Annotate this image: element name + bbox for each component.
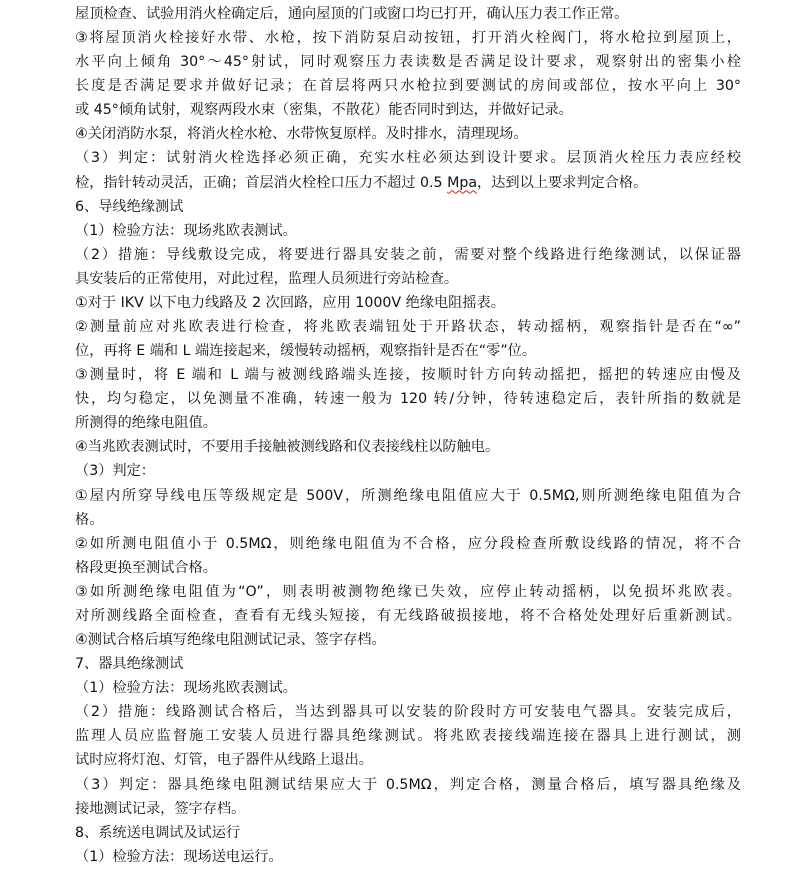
text-line: 快，均匀稳定，以免测量不准确，转速一般为 120 转/分钟，待转速稳定后，表针所指的数就是 [75,391,741,408]
text-line: ④测试合格后填写绝缘电阻测试记录、签字存档。 [75,632,386,649]
text-line: ②测量前应对兆欧表进行检查，将兆欧表端钮处于开路状态，转动摇柄，观察指针是否在“∞” [75,319,741,336]
spellcheck-underlined-word[interactable]: Mpa [447,174,478,191]
text-line [75,171,741,195]
section-heading: 8、系统送电调试及试运行 [75,824,241,841]
text-line: （1）检验方法：现场送电运行。 [75,848,283,865]
text-line: 具安装后的正常使用，对此过程，监理人员须进行旁站检查。 [75,270,459,287]
section-heading: 7、器具绝缘测试 [75,656,184,673]
text-line: ①对于 IKV 以下电力线路及 2 次回路，应用 1000V 绝缘电阻摇表。 [75,294,505,311]
text-line: 水平向上倾角 30°～45°射试，同时观察压力表读数是否满足设计要求，观察射出的密集小栓 [75,54,741,71]
section-heading: 6、导线绝缘测试 [75,198,184,215]
text-line: 接地测试记录，签字存档。 [75,800,246,817]
text-line: （3）判定：器具绝缘电阻测试结果应大于 0.5MΩ，判定合格，测量合格后，填写器具绝缘及 [75,776,741,793]
text-line: 屋顶检查、试验用消火栓确定后，通向屋顶的门或窗口均已打开，确认压力表工作正常。 [75,6,629,22]
text-line: ④当兆欧表测试时，不要用手接触被测线路和仪表接线柱以防触电。 [75,439,500,456]
text-line: ④关闭消防水泵，将消火栓水枪、水带恢复原样。及时排水，清理现场。 [75,126,528,143]
text-line: 对所测线路全面检查，查看有无线头短接，有无线路破损接地，将不合格处处理好后重新测试。 [75,607,741,624]
text-line: ③将屋顶消火栓接好水带、水枪，按下消防泵启动按钮，打开消火栓阀门，将水枪拉到屋顶上， [75,30,741,47]
text-line: 长度是否满足要求并做好记录；在首层将两只水枪拉到要测试的房间或部位，按水平向上 30° [75,78,741,95]
text-line: （1）检验方法：现场兆欧表测试。 [75,680,297,697]
text-line: ③如所测绝缘电阻值为“O”，则表明被测物绝缘已失效，应停止转动摇柄，以免损坏兆欧表。 [75,583,741,600]
text-line: 格。 [75,511,104,528]
document-body [75,2,741,869]
text-line: （2）措施：线路测试合格后，当达到器具可以安装的阶段时方可安装电气器具。安装完成后， [75,704,741,721]
text-line: 或 45°倾角试射，观察两段水束（密集，不散花）能否同时到达，并做好记录。 [75,102,573,119]
text-line: ③测量时，将 E 端和 L 端与被测线路端头连接，按顺时针方向转动摇把，摇把的转速应由慢及 [75,367,741,384]
text-line: ①屋内所穿导线电压等级规定是 500V，所测绝缘电阻值应大于 0.5MΩ,则所测绝缘电阻值为合 [75,487,741,504]
text-line: 试时应将灯泡、灯管，电子器件从线路上退出。 [75,752,373,769]
text-line: 监理人员应监督施工安装人员进行器具绝缘测试。将兆欧表接线端连接在器具上进行测试，测 [75,728,741,745]
text-segment: 检，指针转动灵活，正确；首层消火栓栓口压力不超过 0.5 [75,174,448,191]
text-line: 格段更换至测试合格。 [75,559,217,576]
text-line: 位，再将 E 端和 L 端连接起来，缓慢转动摇柄，观察指针是否在“零”位。 [75,343,537,360]
text-line: （2）措施：导线敷设完成，将要进行器具安装之前，需要对整个线路进行绝缘测试，以保证器 [75,246,741,263]
text-segment: ，达到以上要求判定合格。 [477,174,648,191]
text-line: 所测得的绝缘电阻值。 [75,415,217,432]
text-line: （3）判定：试射消火栓选择必须正确，充实水柱必须达到设计要求。层顶消火栓压力表应经校 [75,150,741,167]
text-line: （1）检验方法：现场兆欧表测试。 [75,222,297,239]
text-line: ②如所测电阻值小于 0.5MΩ，则绝缘电阻值为不合格，应分段检查所敷设线路的情况，将不合 [75,535,741,552]
text-line: （3）判定： [75,463,155,480]
